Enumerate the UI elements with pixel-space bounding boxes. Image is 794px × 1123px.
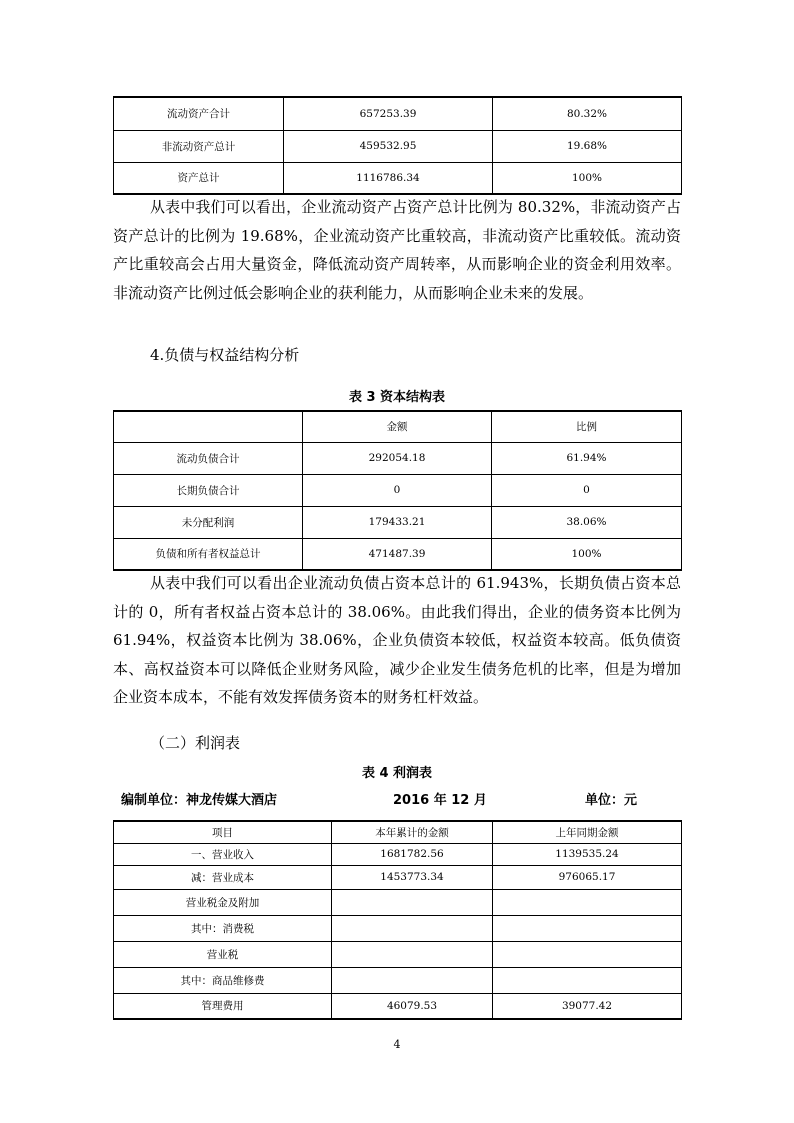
table-header-row [114, 821, 682, 843]
table-cell [493, 941, 682, 967]
section-heading-4: 4.负债与权益结构分析 [150, 346, 300, 364]
table-header-cell: 比例 [492, 411, 682, 442]
table-cell: 资产总计 [114, 162, 284, 194]
table-header-cell: 本年累计的金额 [332, 821, 493, 843]
capital-structure-table [113, 410, 682, 571]
table-cell: 营业税 [114, 941, 332, 967]
table-row [114, 162, 682, 194]
table-cell: 非流动资产总计 [114, 130, 284, 162]
table-header-cell [114, 411, 303, 442]
table-cell: 179433.21 [303, 506, 492, 538]
table-cell: 减：营业成本 [114, 865, 332, 889]
table-cell: 流动资产合计 [114, 97, 284, 130]
table-cell [332, 967, 493, 993]
table-cell: 459532.95 [284, 130, 493, 162]
table-cell: 80.32% [493, 97, 682, 130]
table-cell: 1453773.34 [332, 865, 493, 889]
table-cell: 其中：消费税 [114, 915, 332, 941]
table-row [114, 865, 682, 889]
table-row [114, 941, 682, 967]
table-cell [332, 915, 493, 941]
table-cell: 未分配利润 [114, 506, 303, 538]
table-cell [493, 915, 682, 941]
preparing-unit: 编制单位：神龙传媒大酒店 [121, 793, 278, 808]
table-cell: 100% [493, 162, 682, 194]
table-cell: 19.68% [493, 130, 682, 162]
table-cell: 一、营业收入 [114, 843, 332, 865]
table-header-cell: 上年同期金额 [493, 821, 682, 843]
table-header-row [114, 411, 682, 442]
table-cell: 38.06% [492, 506, 682, 538]
table-cell: 其中：商品维修费 [114, 967, 332, 993]
report-period: 2016 年 12 月 [393, 793, 487, 808]
section-heading-profit: （二）利润表 [150, 734, 241, 752]
table-cell [332, 941, 493, 967]
table-row [114, 474, 682, 506]
table-row [114, 843, 682, 865]
table-row [114, 967, 682, 993]
table-cell: 46079.53 [332, 993, 493, 1019]
page-number: 4 [393, 1038, 401, 1051]
table-row [114, 889, 682, 915]
table-cell: 100% [492, 538, 682, 570]
asset-table [113, 96, 682, 195]
table-row [114, 993, 682, 1019]
table-row [114, 97, 682, 130]
table-cell: 0 [492, 474, 682, 506]
table-cell: 0 [303, 474, 492, 506]
table-cell: 1681782.56 [332, 843, 493, 865]
table-cell [332, 889, 493, 915]
table-cell: 长期负债合计 [114, 474, 303, 506]
table-row [114, 506, 682, 538]
table-header-cell: 金额 [303, 411, 492, 442]
table-cell [493, 967, 682, 993]
table-cell: 1116786.34 [284, 162, 493, 194]
table-cell: 负债和所有者权益总计 [114, 538, 303, 570]
table-cell: 39077.42 [493, 993, 682, 1019]
table-row [114, 442, 682, 474]
table-row [114, 538, 682, 570]
table-header-cell: 项目 [114, 821, 332, 843]
table-row [114, 130, 682, 162]
table-row [114, 915, 682, 941]
paragraph-asset-analysis: 从表中我们可以看出，企业流动资产占资产总计比例为 80.32%，非流动资产占资产总计的比例为 19.68%，企业流动资产比重较高，非流动资产比重较低。流动资产比重较高会占用大量资金，降低流动资产周转率，从而影响企业的资金利用效率。非流动资产比例过低会影响企业的获利能力，从而影响企业未来的发展。 [113, 198, 681, 302]
table-cell: 471487.39 [303, 538, 492, 570]
table-cell: 61.94% [492, 442, 682, 474]
paragraph-capital-analysis: 从表中我们可以看出企业流动负债占资本总计的 61.943%，长期负债占资本总计的 0，所有者权益占资本总计的 38.06%。由此我们得出，企业的债务资本比例为 61.94%，权益资本比例为 38.06%，企业负债资本较低，权益资本较高。低负债资本、高权益资本可以降低企业财务风险，减少企业发生债务危机的比率，但是为增加企业资本成本，不能有效发挥债务资本的财务杠杆效益。 [113, 574, 681, 706]
table-cell: 营业税金及附加 [114, 889, 332, 915]
table4-caption: 表 4 利润表 [361, 766, 433, 781]
table-cell: 流动负债合计 [114, 442, 303, 474]
table3-caption: 表 3 资本结构表 [348, 390, 446, 405]
table-cell: 657253.39 [284, 97, 493, 130]
table-cell [493, 889, 682, 915]
currency-unit: 单位：元 [585, 793, 638, 808]
table-cell: 管理费用 [114, 993, 332, 1019]
table-cell: 292054.18 [303, 442, 492, 474]
table-cell: 976065.17 [493, 865, 682, 889]
income-statement-table [113, 820, 682, 1020]
table-cell: 1139535.24 [493, 843, 682, 865]
